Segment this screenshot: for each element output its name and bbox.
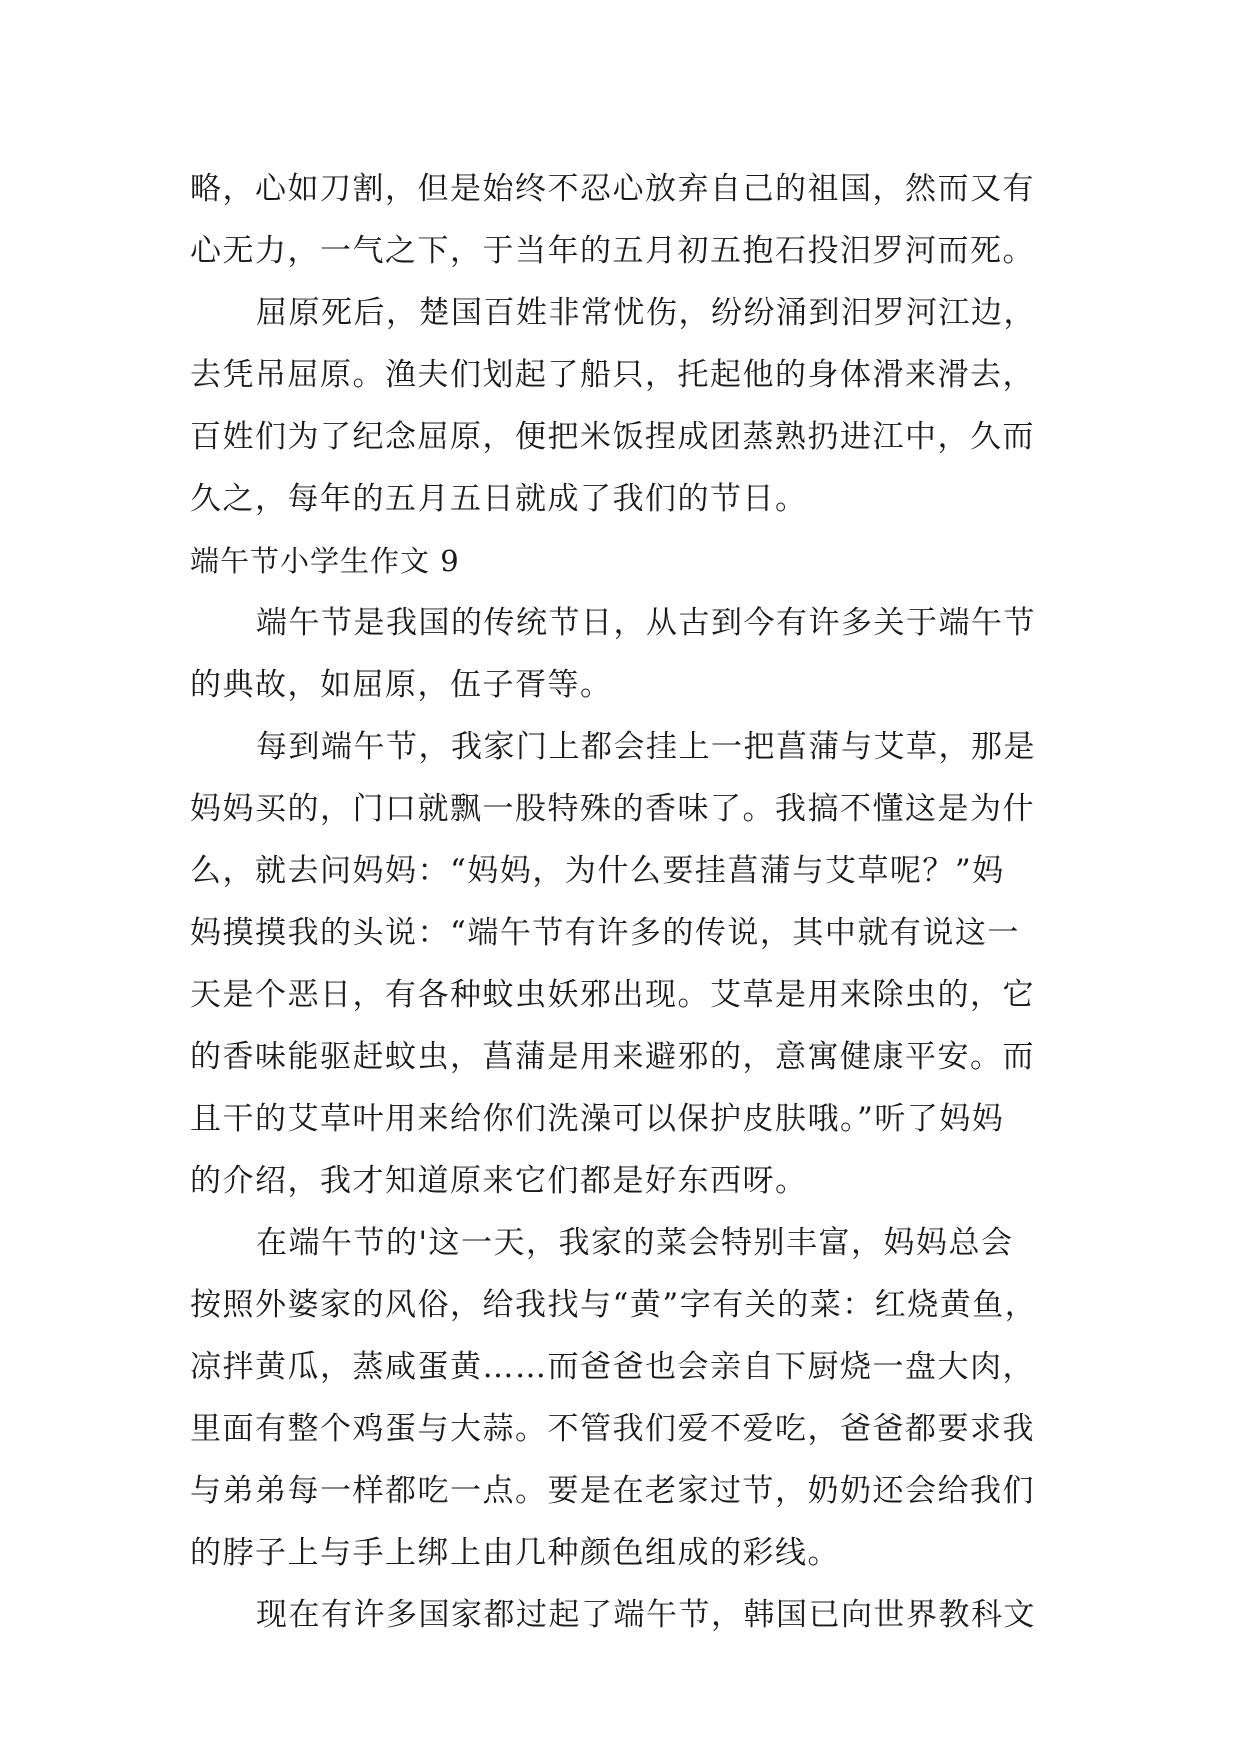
text-line: 现在有许多国家都过起了端午节，韩国已向世界教科文 [256,1597,1036,1633]
text-line: 的介绍，我才知道原来它们都是好东西呀。 [190,1163,808,1199]
text-line: 每到端午节，我家门上都会挂上一把菖蒲与艾草，那是 [256,729,1036,765]
text-line: 妈妈买的，门口就飘一股特殊的香味了。我搞不懂这是为什 [190,791,1035,827]
text-line: 且干的艾草叶用来给你们洗澡可以保护皮肤哦。”听了妈妈 [190,1101,1005,1137]
text-line: 在端午节的'这一天，我家的菜会特别丰富，妈妈总会 [256,1225,1014,1261]
section-title: 端午节小学生作文 9 [190,544,460,578]
text-line: 里面有整个鸡蛋与大蒜。不管我们爱不爱吃，爸爸都要求我 [190,1411,1035,1447]
text-line: 与弟弟每一样都吃一点。要是在老家过节，奶奶还会给我们 [190,1473,1035,1509]
text-line: 略，心如刀割，但是始终不忍心放弃自己的祖国，然而又有 [190,171,1035,207]
paragraph [190,716,1050,1212]
text-line: 久之，每年的五月五日就成了我们的节日。 [190,481,808,517]
paragraph [190,1212,1050,1584]
text-line: 的典故，如屈原，伍子胥等。 [190,667,613,703]
paragraph [190,158,1050,282]
section-heading [190,530,1050,592]
text-line: 去凭吊屈原。渔夫们划起了船只，托起他的身体滑来滑去， [190,357,1035,393]
paragraph [190,1584,1050,1646]
text-line: 的脖子上与手上绑上由几种颜色组成的彩线。 [190,1535,840,1571]
paragraph [190,592,1050,716]
text-line: 屈原死后，楚国百姓非常忧伤，纷纷涌到汨罗河江边， [256,295,1036,331]
text-line: 百姓们为了纪念屈原，便把米饭捏成团蒸熟扔进江中，久而 [190,419,1035,455]
paragraph [190,282,1050,530]
text-line: 妈摸摸我的头说：“端午节有许多的传说，其中就有说这一 [190,915,1020,951]
text-line: 心无力，一气之下，于当年的五月初五抱石投汨罗河而死。 [190,233,1035,269]
document-page [190,158,1050,1646]
text-line: 的香味能驱赶蚊虫，菖蒲是用来避邪的，意寓健康平安。而 [190,1039,1035,1075]
text-line: 凉拌黄瓜，蒸咸蛋黄……而爸爸也会亲自下厨烧一盘大肉， [190,1349,1035,1385]
text-line: 端午节是我国的传统节日，从古到今有许多关于端午节 [256,605,1036,641]
text-line: 按照外婆家的风俗，给我找与“黄”字有关的菜：红烧黄鱼， [190,1287,1038,1323]
text-line: 天是个恶日，有各种蚊虫妖邪出现。艾草是用来除虫的，它 [190,977,1035,1013]
text-line: 么，就去问妈妈：“妈妈，为什么要挂菖蒲与艾草呢？”妈 [190,853,1005,889]
